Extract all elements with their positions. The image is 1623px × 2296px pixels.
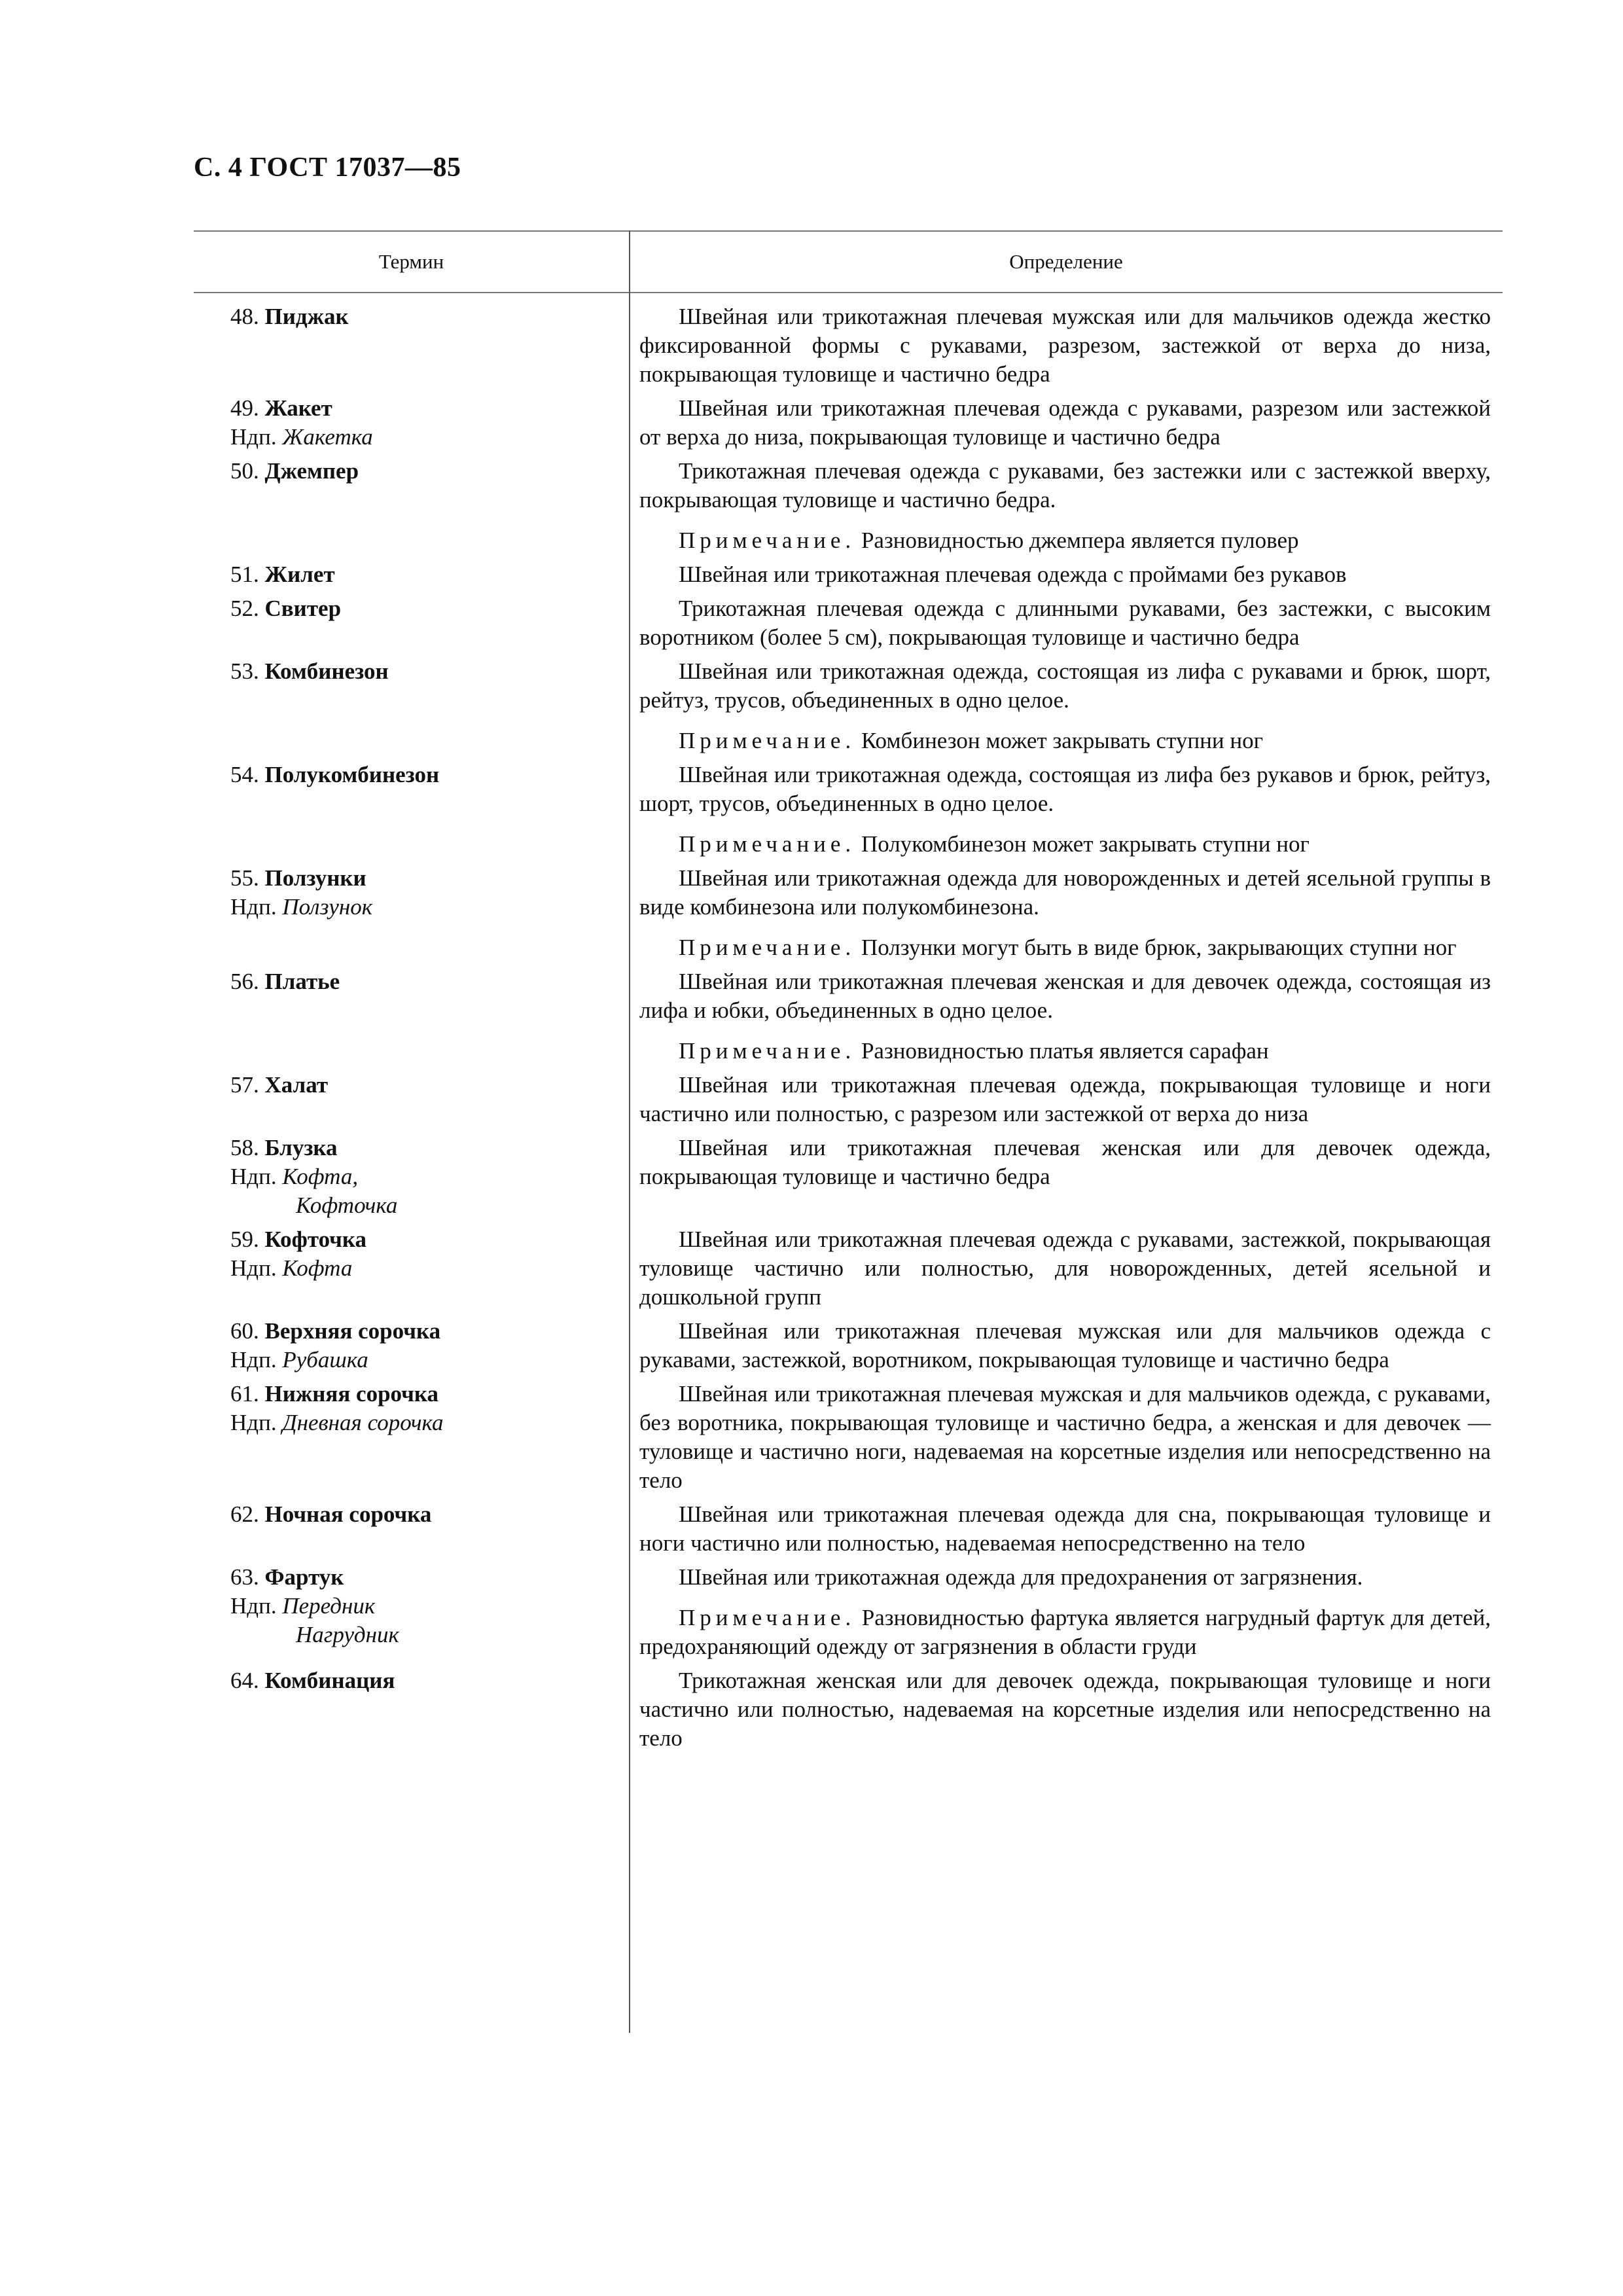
definition-cell	[629, 1500, 1503, 1558]
table-row	[194, 1563, 1503, 1661]
table-row	[194, 1134, 1503, 1220]
definition-text: Швейная или трикотажная одежда, состоящая из лифа с рукавами и брюк, шорт, рейтуз, трусов, объединенных в одно целое.	[639, 658, 1491, 713]
definition-cell	[629, 864, 1503, 962]
definition-text: Швейная или трикотажная плечевая одежда с рукавами, разрезом или застежкой от верха до низа, покрывающая туловище и частично бедра	[639, 395, 1491, 450]
definition-cell	[629, 967, 1503, 1066]
term-name: Комбинезон	[264, 658, 389, 684]
definition-text: Швейная или трикотажная плечевая мужская или для мальчиков одежда жестко фиксированной формы с рукавами, разрезом, застежкой от верха до низа, покрывающая туловище и частично бедра	[639, 304, 1491, 387]
term-cell	[194, 761, 629, 859]
term-number: 57.	[230, 1072, 259, 1098]
definition-cell	[629, 761, 1503, 859]
ndp-label: Ндп.	[230, 894, 277, 920]
column-header-definition: Определение	[1009, 250, 1123, 273]
term-number: 54.	[230, 762, 259, 787]
note-label: Примечание.	[679, 935, 856, 960]
ndp-label: Ндп.	[230, 424, 277, 450]
term-name: Верхняя сорочка	[264, 1318, 441, 1344]
column-header-term: Термин	[378, 250, 444, 273]
term-number: 63.	[230, 1564, 259, 1590]
term-number: 49.	[230, 395, 259, 421]
note-text: Ползунки могут быть в виде брюк, закрывающих ступни ног	[861, 935, 1457, 960]
definition-cell	[629, 1563, 1503, 1661]
term-name: Фартук	[264, 1564, 344, 1590]
definition-cell	[629, 594, 1503, 652]
term-name: Полукомбинезон	[264, 762, 440, 787]
ndp-label: Ндп.	[230, 1255, 277, 1281]
definition-text: Швейная или трикотажная одежда для новорожденных и детей ясельной группы в виде комбинезона или полукомбинезона.	[639, 865, 1491, 920]
term-number: 53.	[230, 658, 259, 684]
term-name: Ночная сорочка	[264, 1501, 432, 1527]
table-row	[194, 594, 1503, 652]
definition-cell	[629, 457, 1503, 555]
table-row	[194, 1317, 1503, 1374]
definition-cell	[629, 657, 1503, 755]
table-row	[194, 1500, 1503, 1558]
term-name: Джемпер	[264, 458, 359, 484]
non-recommended-synonym: Передник	[282, 1593, 376, 1619]
term-number: 51.	[230, 562, 259, 587]
definition-cell	[629, 1071, 1503, 1128]
definition-text: Швейная или трикотажная плечевая одежда с проймами без рукавов	[679, 562, 1347, 587]
table-row	[194, 864, 1503, 962]
ndp-label: Ндп.	[230, 1410, 277, 1435]
table-row	[194, 1225, 1503, 1312]
table-row	[194, 1380, 1503, 1495]
term-number: 61.	[230, 1381, 259, 1407]
note-label: Примечание.	[679, 528, 856, 553]
term-cell	[194, 1563, 629, 1661]
non-recommended-line	[230, 1254, 622, 1283]
ndp-label: Ндп.	[230, 1347, 277, 1372]
note-label: Примечание.	[679, 1038, 856, 1064]
definition-text: Швейная или трикотажная одежда для предохранения от загрязнения.	[679, 1564, 1363, 1590]
term-cell	[194, 1666, 629, 1753]
term-cell	[194, 457, 629, 555]
term-name: Нижняя сорочка	[264, 1381, 439, 1407]
definition-cell	[629, 560, 1503, 589]
non-recommended-line	[230, 423, 622, 452]
table-row	[194, 1071, 1503, 1128]
term-cell	[194, 1134, 629, 1220]
term-name: Пиджак	[264, 304, 349, 329]
non-recommended-synonym: Жакетка	[282, 424, 373, 450]
note-label: Примечание.	[679, 831, 856, 857]
definition-cell	[629, 1225, 1503, 1312]
non-recommended-line	[230, 1592, 622, 1621]
table-row	[194, 657, 1503, 755]
term-name: Свитер	[264, 596, 342, 621]
definition-text: Швейная или трикотажная плечевая женская и для девочек одежда, состоящая из лифа и юбки, объединенных в одно целое.	[639, 969, 1491, 1023]
term-cell	[194, 302, 629, 389]
ndp-label: Ндп.	[230, 1593, 277, 1619]
non-recommended-line	[230, 1408, 622, 1437]
term-number: 62.	[230, 1501, 259, 1527]
page-header: С. 4 ГОСТ 17037—85	[194, 152, 461, 183]
note-text: Разновидностью фартука является нагрудный фартук для детей, предохраняющий одежду от загрязнения в области груди	[639, 1605, 1491, 1659]
term-name: Халат	[264, 1072, 329, 1098]
term-name: Ползунки	[264, 865, 366, 891]
term-name: Блузка	[264, 1135, 338, 1160]
term-cell	[194, 594, 629, 652]
definition-note	[639, 526, 1491, 555]
table-header-row	[194, 230, 1503, 293]
term-cell	[194, 560, 629, 589]
non-recommended-synonym: Рубашка	[282, 1347, 368, 1372]
non-recommended-line	[230, 893, 622, 922]
term-name: Комбинация	[264, 1668, 395, 1693]
non-recommended-synonym: Кофта,	[282, 1164, 359, 1189]
table-row	[194, 457, 1503, 555]
term-name: Кофточка	[264, 1227, 367, 1252]
definition-text: Швейная или трикотажная плечевая одежда с рукавами, застежкой, покрывающая туловище частично или полностью, для новорожденных, детей ясельной и дошкольной групп	[639, 1227, 1491, 1310]
term-cell	[194, 967, 629, 1066]
term-name: Платье	[264, 969, 340, 994]
non-recommended-line	[230, 1346, 622, 1374]
definition-cell	[629, 394, 1503, 452]
table-row	[194, 1666, 1503, 1753]
definition-cell	[629, 302, 1503, 389]
definition-note	[639, 1604, 1491, 1661]
non-recommended-synonym: Ползунок	[282, 894, 373, 920]
definition-text: Швейная или трикотажная плечевая женская или для девочек одежда, покрывающая туловище и частично бедра	[639, 1135, 1491, 1189]
note-text: Разновидностью платья является сарафан	[861, 1038, 1269, 1064]
term-number: 55.	[230, 865, 259, 891]
term-number: 52.	[230, 596, 259, 621]
non-recommended-synonym: Кофточка	[296, 1193, 398, 1218]
table-row	[194, 761, 1503, 859]
table-row	[194, 560, 1503, 589]
term-number: 50.	[230, 458, 259, 484]
definition-text: Швейная или трикотажная одежда, состоящая из лифа без рукавов и брюк, рейтуз, шорт, трусов, объединенных в одно целое.	[639, 762, 1491, 816]
note-label: Примечание.	[679, 728, 856, 753]
table-body	[194, 302, 1503, 1758]
note-label: Примечание.	[679, 1605, 856, 1630]
term-cell	[194, 1317, 629, 1374]
term-cell	[194, 657, 629, 755]
non-recommended-synonym: Кофта	[282, 1255, 353, 1281]
note-text: Разновидностью джемпера является пуловер	[861, 528, 1299, 553]
definition-text: Трикотажная плечевая одежда с длинными рукавами, без застежки, с высоким воротником (более 5 см), покрывающая туловище и частично бедра	[639, 596, 1491, 650]
definition-note	[639, 830, 1491, 859]
note-text: Полукомбинезон может закрывать ступни ног	[861, 831, 1310, 857]
ndp-label: Ндп.	[230, 1164, 277, 1189]
definition-text: Швейная или трикотажная плечевая одежда, покрывающая туловище и ноги частично или полностью, с разрезом или застежкой от верха до низа	[639, 1072, 1491, 1126]
definition-note	[639, 933, 1491, 962]
table-header-rule	[194, 292, 1503, 293]
term-cell	[194, 394, 629, 452]
term-cell	[194, 864, 629, 962]
definition-cell	[629, 1380, 1503, 1495]
definition-cell	[629, 1317, 1503, 1374]
term-number: 48.	[230, 304, 259, 329]
non-recommended-line	[230, 1162, 622, 1191]
definition-text: Трикотажная женская или для девочек одежда, покрывающая туловище и ноги частично или полностью, надеваемая на корсетные изделия или непосредственно на тело	[639, 1668, 1491, 1751]
table-row	[194, 302, 1503, 389]
definition-text: Швейная или трикотажная плечевая одежда для сна, покрывающая туловище и ноги частично или полностью, надеваемая непосредственно на тело	[639, 1501, 1491, 1556]
term-cell	[194, 1380, 629, 1495]
term-number: 64.	[230, 1668, 259, 1693]
term-cell	[194, 1071, 629, 1128]
table-row	[194, 394, 1503, 452]
term-number: 58.	[230, 1135, 259, 1160]
definition-text: Швейная или трикотажная плечевая мужская или для мальчиков одежда с рукавами, застежкой, воротником, покрывающая туловище и частично бедра	[639, 1318, 1491, 1372]
table-row	[194, 967, 1503, 1066]
non-recommended-synonym: Нагрудник	[296, 1622, 399, 1647]
definition-cell	[629, 1134, 1503, 1220]
definition-cell	[629, 1666, 1503, 1753]
term-number: 59.	[230, 1227, 259, 1252]
non-recommended-synonym: Дневная сорочка	[282, 1410, 444, 1435]
term-name: Жилет	[264, 562, 335, 587]
definition-note	[639, 726, 1491, 755]
term-cell	[194, 1500, 629, 1558]
definition-note	[639, 1037, 1491, 1066]
term-number: 60.	[230, 1318, 259, 1344]
note-text: Комбинезон может закрывать ступни ног	[861, 728, 1263, 753]
definition-text: Швейная или трикотажная плечевая мужская и для мальчиков одежда, с рукавами, без воротника, покрывающая туловище и частично бедра, а женская и для девочек — туловище и частично ноги, надеваемая на корсетные изделия или непосредственно на тело	[639, 1381, 1491, 1493]
definition-text: Трикотажная плечевая одежда с рукавами, без застежки или с застежкой вверху, покрывающая туловище и частично бедра.	[639, 458, 1491, 512]
term-name: Жакет	[264, 395, 332, 421]
term-cell	[194, 1225, 629, 1312]
term-number: 56.	[230, 969, 259, 994]
